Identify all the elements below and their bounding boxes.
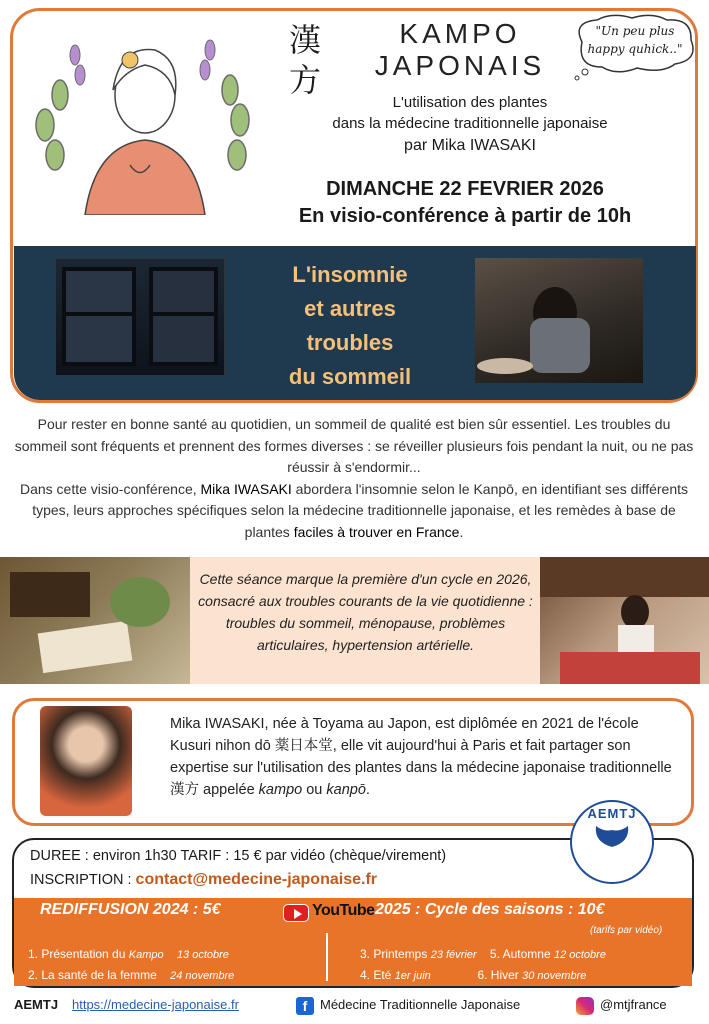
session-date: 12 octobre bbox=[553, 949, 606, 961]
bio-d: ou bbox=[302, 782, 327, 798]
facebook-icon[interactable]: f bbox=[296, 997, 314, 1015]
price-note: (tarifs par vidéo) bbox=[590, 925, 663, 936]
session-date: 24 novembre bbox=[170, 970, 235, 982]
sessions-2024 bbox=[28, 944, 318, 986]
session-date: 30 novembre bbox=[522, 970, 587, 982]
kampo-kanji: 漢方 bbox=[288, 21, 321, 99]
session-label: 5. Automne bbox=[489, 947, 554, 961]
intro-paragraph-2 bbox=[14, 479, 694, 544]
session-label: 4. Eté bbox=[360, 968, 395, 982]
inscription-label: INSCRIPTION : bbox=[30, 872, 136, 888]
subtitle bbox=[290, 92, 650, 134]
session-label: 2. La santé de la femme bbox=[28, 968, 157, 982]
event-format: En visio-conférence à partir de 10h bbox=[298, 205, 632, 227]
email-link[interactable]: contact@medecine-japonaise.fr bbox=[135, 871, 377, 888]
topic-line-1: L'insomnie bbox=[292, 262, 408, 287]
intro-p2-highlight: faciles à trouver en France bbox=[293, 523, 460, 540]
duration-price: DUREE : environ 1h30 TARIF : 15 € par vidéo (chèque/virement) bbox=[30, 848, 447, 864]
session-date: 23 février bbox=[430, 949, 477, 961]
session-date: 1er juin bbox=[394, 970, 431, 982]
title-line-2: JAPONAIS bbox=[374, 50, 546, 81]
night-window-photo bbox=[55, 258, 225, 376]
session-label: 3. Printemps bbox=[360, 947, 431, 961]
author: par Mika IWASAKI bbox=[404, 137, 536, 154]
intro-p2-b: abordera l'insomnie selon le Kanpō, en identifiant ses différents types, leurs approches spécifiques selon la médecine traditionnelle japonaise, et les remèdes à base de plantes bbox=[32, 480, 689, 540]
intro-paragraph-1: Pour rester en bonne santé au quotidien, un sommeil de qualité est bien sûr essentiel. Les troubles du sommeil sont fréquents et prennent des formes diverses : se réveiller plusieurs fois pendant la nuit, ou ne pas réussir à s'endormir... bbox=[14, 416, 694, 475]
subtitle-line-2: dans la médecine traditionnelle japonaise bbox=[332, 115, 608, 132]
speaker-bio bbox=[170, 713, 680, 801]
sessions-2025 bbox=[360, 944, 690, 986]
herbs-photo bbox=[0, 557, 190, 684]
speech-bubble-text: "Un peu plus happy quhick.." bbox=[587, 24, 683, 56]
kampo-kanji-inline: 漢方 bbox=[170, 782, 199, 798]
series-description: Cette séance marque la première d'un cycle en 2026, consacré aux troubles courants de la vie quotidienne : troubles du sommeil, ménopause, problèmes articulaires, hypertension artérielle. bbox=[198, 571, 533, 653]
youtube-icon[interactable] bbox=[283, 904, 309, 922]
topic-line-2: et autres bbox=[304, 296, 396, 321]
school-kanji: 薬日本堂 bbox=[274, 738, 333, 754]
event-date: DIMANCHE 22 FEVRIER 2026 bbox=[326, 178, 604, 200]
subtitle-line-1: L'utilisation des plantes bbox=[392, 94, 548, 111]
topic-line-4: du sommeil bbox=[288, 364, 412, 389]
page-title bbox=[340, 18, 580, 82]
topic-line-3: troubles bbox=[306, 330, 394, 355]
inscription bbox=[30, 871, 570, 889]
session-label: 1. Présentation du bbox=[28, 947, 129, 961]
list-item bbox=[28, 944, 318, 965]
instagram-icon[interactable] bbox=[576, 997, 594, 1015]
replay-2024: REDIFFUSION 2024 : 5€ bbox=[40, 901, 221, 918]
intro-p2-end: . bbox=[459, 523, 464, 540]
list-item bbox=[360, 944, 690, 965]
replay-2025: 2025 : Cycle des saisons : 10€ bbox=[375, 901, 605, 918]
title-line-1: KAMPO bbox=[399, 18, 521, 49]
speaker-name: Mika IWASAKI bbox=[200, 480, 292, 497]
bio-e: . bbox=[365, 782, 370, 798]
intro-text bbox=[14, 414, 694, 543]
instagram-link[interactable]: @mtjfrance bbox=[600, 997, 667, 1012]
bio-a: Mika IWASAKI, née à Toyama au Japon, est diplômée en 2021 de l'école Kusuri nihon dō bbox=[170, 716, 639, 754]
bio-b: , elle vit aujourd'hui à Paris et fait partager son expertise sur l'utilisation des plantes dans la médecine japonaise traditionnelle bbox=[170, 738, 672, 776]
topic-title bbox=[255, 258, 445, 394]
intro-p2-a: Dans cette visio-conférence, bbox=[19, 480, 201, 497]
youtube-label[interactable]: YouTube bbox=[312, 902, 375, 919]
session-label: 6. Hiver bbox=[477, 968, 523, 982]
divider bbox=[326, 933, 328, 981]
woman-illustration bbox=[25, 15, 265, 215]
speaker-portrait bbox=[40, 706, 132, 816]
logo-text: AEMTJ bbox=[587, 806, 637, 821]
session-date: 13 octobre bbox=[176, 949, 229, 961]
term-kanpo: kanpō bbox=[326, 782, 366, 798]
website-link[interactable]: https://medecine-japonaise.fr bbox=[72, 997, 239, 1012]
bio-c: appelée bbox=[199, 782, 259, 798]
list-item bbox=[28, 965, 318, 986]
footer-org: AEMTJ bbox=[14, 997, 59, 1012]
term-kampo: kampo bbox=[258, 782, 303, 798]
session-italic: Kampo bbox=[128, 949, 164, 961]
facebook-link[interactable]: Médecine Traditionnelle Japonaise bbox=[320, 997, 521, 1012]
footer bbox=[14, 997, 704, 1017]
list-item bbox=[360, 965, 690, 986]
teaching-photo bbox=[540, 557, 709, 684]
sleepless-girl-photo bbox=[475, 258, 643, 383]
